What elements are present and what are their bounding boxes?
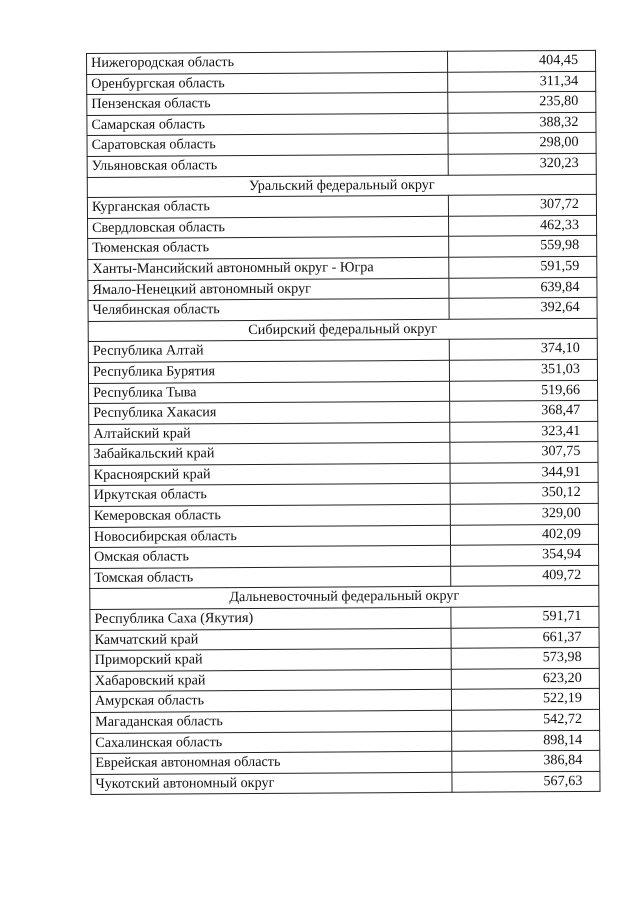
region-value: 307,75 [450, 442, 598, 463]
region-value: 591,59 [449, 256, 597, 277]
region-value: 392,64 [449, 298, 597, 319]
region-value: 462,33 [449, 215, 597, 236]
region-name: Челябинская область [88, 298, 449, 321]
table-row [91, 771, 600, 795]
region-value: 350,12 [450, 483, 598, 504]
region-value: 354,94 [451, 545, 599, 566]
region-name: Республика Саха (Якутия) [90, 607, 451, 630]
region-value: 329,00 [450, 503, 598, 524]
section-title: Дальневосточный федеральный округ [90, 586, 599, 610]
region-name: Алтайский край [89, 422, 450, 445]
region-name: Саратовская область [87, 134, 448, 157]
region-name: Республика Тыва [89, 381, 450, 404]
region-value: 374,10 [449, 339, 597, 360]
region-name: Забайкальский край [89, 443, 450, 466]
region-name: Оренбургская область [87, 72, 448, 95]
region-value: 320,23 [448, 153, 596, 174]
region-value: 386,84 [452, 751, 600, 772]
region-value: 368,47 [450, 400, 598, 421]
region-value: 522,19 [451, 689, 599, 710]
region-name: Амурская область [90, 690, 451, 713]
region-name: Ханты-Мансийский автономный округ - Югра [88, 257, 449, 280]
region-value: 311,34 [448, 71, 596, 92]
region-value: 898,14 [452, 730, 600, 751]
region-value: 402,09 [450, 524, 598, 545]
section-title: Уральский федеральный округ [87, 174, 596, 198]
region-value: 639,84 [449, 277, 597, 298]
region-name: Свердловская область [88, 216, 449, 239]
region-name: Пензенская область [87, 92, 448, 115]
region-name: Камчатский край [90, 628, 451, 651]
region-name: Иркутская область [89, 484, 450, 507]
region-value: 573,98 [451, 648, 599, 669]
region-name: Омская область [90, 546, 451, 569]
region-name: Ульяновская область [87, 154, 448, 177]
region-value: 591,71 [451, 606, 599, 627]
region-name: Новосибирская область [89, 525, 450, 548]
region-name: Магаданская область [91, 710, 452, 733]
region-name: Ямало-Ненецкий автономный округ [88, 278, 449, 301]
region-value: 404,45 [447, 50, 595, 71]
section-title: Сибирский федеральный округ [88, 318, 597, 342]
region-value: 307,72 [448, 195, 596, 216]
region-name: Самарская область [87, 113, 448, 136]
region-value: 559,98 [449, 236, 597, 257]
data-table [86, 50, 601, 795]
region-value: 298,00 [448, 133, 596, 154]
region-name: Томская область [90, 566, 451, 589]
region-value: 542,72 [452, 709, 600, 730]
region-name: Чукотский автономный округ [91, 772, 452, 795]
region-name: Приморский край [90, 648, 451, 671]
region-value: 323,41 [450, 421, 598, 442]
region-value: 388,32 [448, 112, 596, 133]
region-value: 344,91 [450, 462, 598, 483]
region-name: Сахалинская область [91, 731, 452, 754]
region-name: Нижегородская область [87, 51, 448, 74]
region-name: Республика Хакасия [89, 401, 450, 424]
region-value: 519,66 [450, 380, 598, 401]
table-body [87, 50, 601, 794]
region-name: Хабаровский край [90, 669, 451, 692]
region-name: Красноярский край [89, 463, 450, 486]
region-value: 623,20 [451, 668, 599, 689]
region-name: Курганская область [87, 195, 448, 218]
region-value: 409,72 [451, 565, 599, 586]
region-name: Еврейская автономная область [91, 751, 452, 774]
region-name: Тюменская область [88, 237, 449, 260]
region-value: 661,37 [451, 627, 599, 648]
region-value: 235,80 [448, 92, 596, 113]
region-name: Республика Бурятия [88, 360, 449, 383]
region-value: 351,03 [449, 359, 597, 380]
region-name: Республика Алтай [88, 340, 449, 363]
region-name: Кемеровская область [89, 504, 450, 527]
region-value: 567,63 [452, 771, 600, 792]
